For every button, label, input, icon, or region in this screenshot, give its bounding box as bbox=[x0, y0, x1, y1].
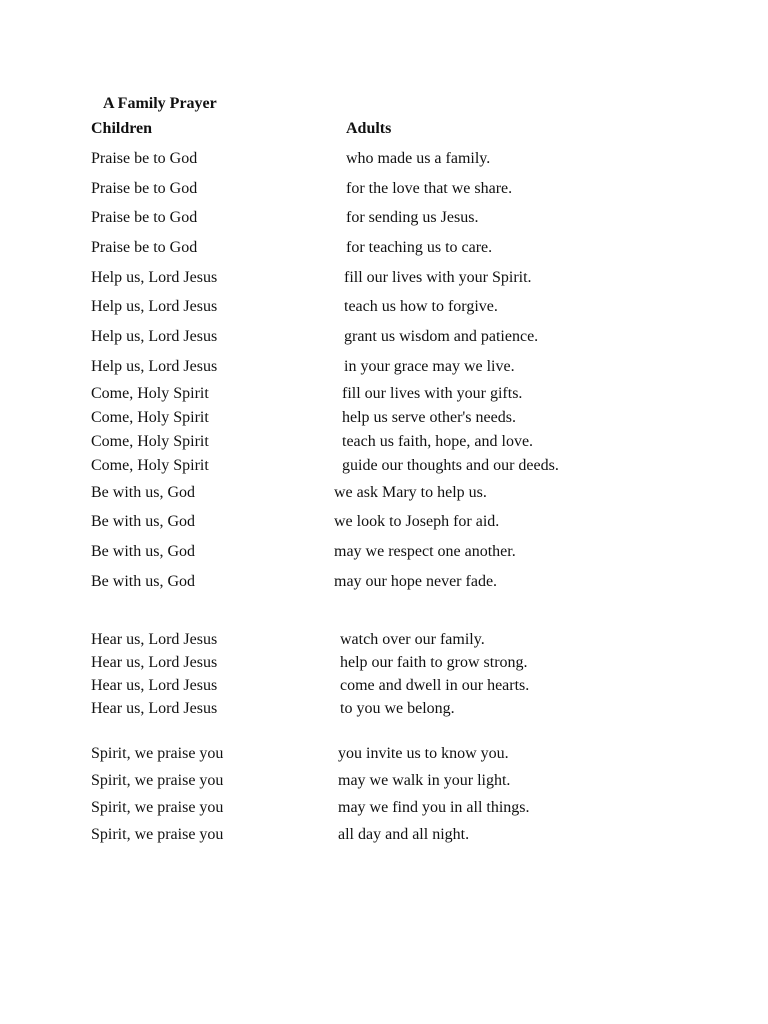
child-line: Hear us, Lord Jesus bbox=[91, 677, 218, 694]
adult-line: teach us faith, hope, and love. bbox=[342, 433, 534, 450]
adult-line: teach us how to forgive. bbox=[344, 298, 498, 315]
child-line: Praise be to God bbox=[91, 239, 198, 256]
adult-line: all day and all night. bbox=[338, 826, 470, 843]
child-line: Praise be to God bbox=[91, 150, 198, 167]
child-line: Spirit, we praise you bbox=[91, 799, 224, 816]
adult-line: we ask Mary to help us. bbox=[334, 484, 487, 501]
adult-line: fill our lives with your gifts. bbox=[342, 385, 523, 402]
adult-line: to you we belong. bbox=[340, 700, 455, 717]
child-line: Spirit, we praise you bbox=[91, 772, 224, 789]
adult-line: for teaching us to care. bbox=[346, 239, 493, 256]
child-line: Help us, Lord Jesus bbox=[91, 358, 218, 375]
child-line: Come, Holy Spirit bbox=[91, 409, 209, 426]
child-line: Be with us, God bbox=[91, 513, 195, 530]
child-line: Help us, Lord Jesus bbox=[91, 269, 218, 286]
adult-line: may we respect one another. bbox=[334, 543, 516, 560]
adult-line: we look to Joseph for aid. bbox=[334, 513, 500, 530]
adult-line: guide our thoughts and our deeds. bbox=[342, 457, 559, 474]
child-line: Praise be to God bbox=[91, 209, 198, 226]
adult-line: fill our lives with your Spirit. bbox=[344, 269, 532, 286]
adult-line: may we walk in your light. bbox=[338, 772, 511, 789]
child-line: Hear us, Lord Jesus bbox=[91, 631, 218, 648]
child-line: Spirit, we praise you bbox=[91, 826, 224, 843]
adult-line: help our faith to grow strong. bbox=[340, 654, 528, 671]
adults-column-header: Adults bbox=[346, 120, 392, 137]
adult-line: in your grace may we live. bbox=[344, 358, 515, 375]
child-line: Praise be to God bbox=[91, 180, 198, 197]
adult-line: may we find you in all things. bbox=[338, 799, 530, 816]
child-line: Come, Holy Spirit bbox=[91, 457, 209, 474]
adult-line: for the love that we share. bbox=[346, 180, 513, 197]
adult-line: who made us a family. bbox=[346, 150, 491, 167]
adult-line: you invite us to know you. bbox=[338, 745, 509, 762]
children-column-header: Children bbox=[91, 120, 153, 137]
child-line: Be with us, God bbox=[91, 543, 195, 560]
child-line: Spirit, we praise you bbox=[91, 745, 224, 762]
adult-line: grant us wisdom and patience. bbox=[344, 328, 539, 345]
child-line: Help us, Lord Jesus bbox=[91, 298, 218, 315]
adult-line: watch over our family. bbox=[340, 631, 485, 648]
adult-line: help us serve other's needs. bbox=[342, 409, 516, 426]
page-title: A Family Prayer bbox=[103, 95, 217, 112]
child-line: Be with us, God bbox=[91, 573, 195, 590]
child-line: Hear us, Lord Jesus bbox=[91, 654, 218, 671]
child-line: Come, Holy Spirit bbox=[91, 385, 209, 402]
child-line: Be with us, God bbox=[91, 484, 195, 501]
adult-line: come and dwell in our hearts. bbox=[340, 677, 530, 694]
child-line: Help us, Lord Jesus bbox=[91, 328, 218, 345]
adult-line: may our hope never fade. bbox=[334, 573, 498, 590]
child-line: Hear us, Lord Jesus bbox=[91, 700, 218, 717]
child-line: Come, Holy Spirit bbox=[91, 433, 209, 450]
adult-line: for sending us Jesus. bbox=[346, 209, 479, 226]
